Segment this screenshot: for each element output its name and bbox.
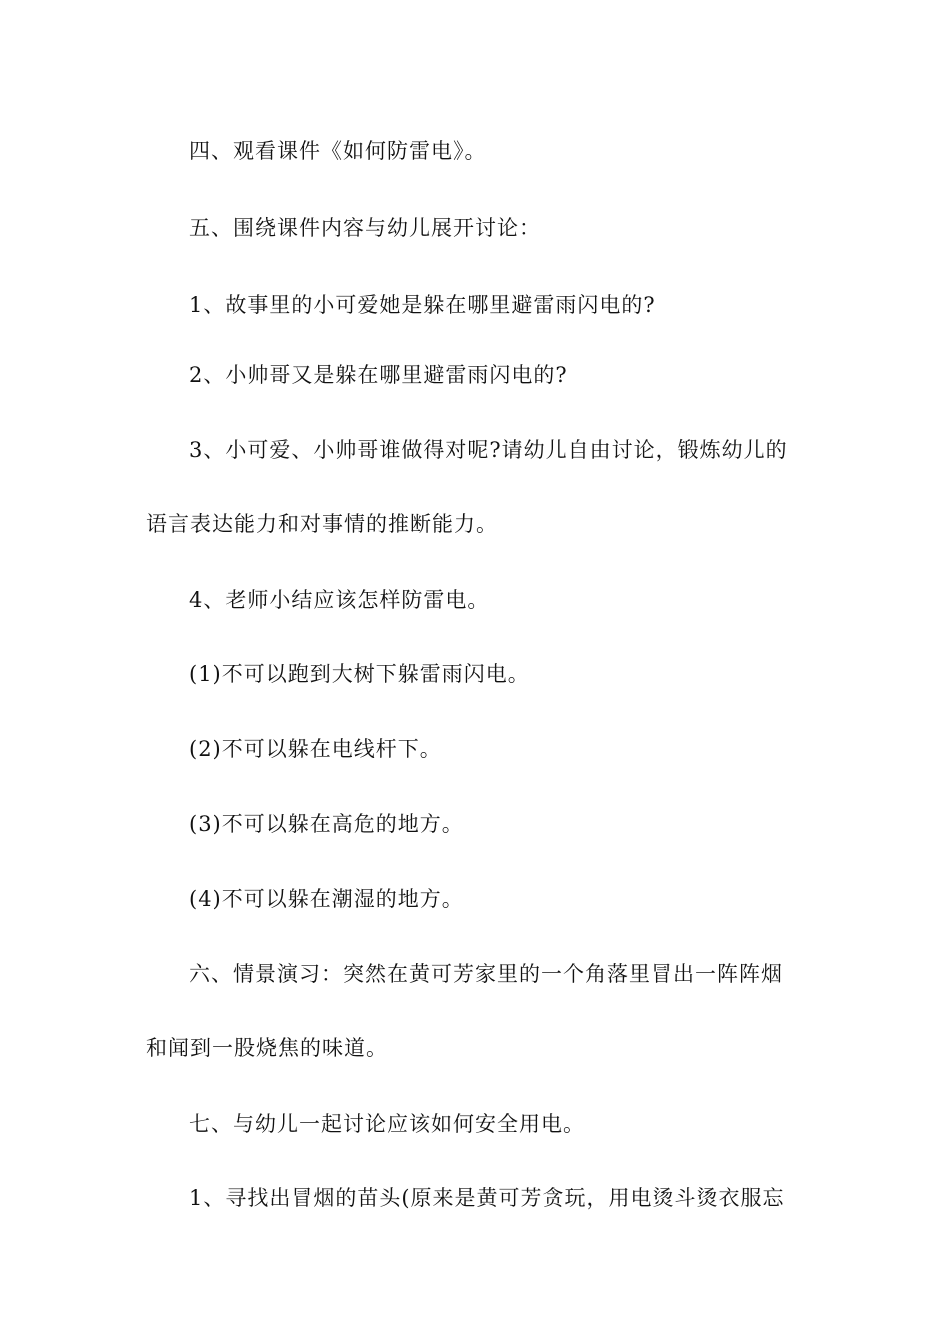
paragraph-line: (1)不可以跑到大树下躲雷雨闪电。 — [189, 662, 530, 686]
paragraph-line: 1、故事里的小可爱她是躲在哪里避雷雨闪电的? — [189, 293, 656, 317]
paragraph-line: (4)不可以躲在潮湿的地方。 — [189, 887, 464, 911]
paragraph-line: (3)不可以躲在高危的地方。 — [189, 812, 464, 836]
paragraph-line: 4、老师小结应该怎样防雷电。 — [189, 588, 490, 612]
paragraph-line: 四、观看课件《如何防雷电》。 — [189, 139, 487, 163]
paragraph-line: 1、寻找出冒烟的苗头(原来是黄可芳贪玩，用电烫斗烫衣服忘 — [189, 1186, 785, 1210]
paragraph-line: (2)不可以躲在电线杆下。 — [189, 737, 442, 761]
paragraph-line: 七、与幼儿一起讨论应该如何安全用电。 — [189, 1112, 585, 1136]
paragraph-line: 和闻到一股烧焦的味道。 — [146, 1036, 388, 1060]
paragraph-line: 五、围绕课件内容与幼儿展开讨论： — [189, 216, 541, 240]
paragraph-line: 2、小帅哥又是躲在哪里避雷雨闪电的? — [189, 363, 568, 387]
paragraph-line: 3、小可爱、小帅哥谁做得对呢?请幼儿自由讨论，锻炼幼儿的 — [189, 438, 788, 462]
paragraph-line: 六、情景演习：突然在黄可芳家里的一个角落里冒出一阵阵烟 — [189, 962, 783, 986]
paragraph-line: 语言表达能力和对事情的推断能力。 — [146, 512, 498, 536]
